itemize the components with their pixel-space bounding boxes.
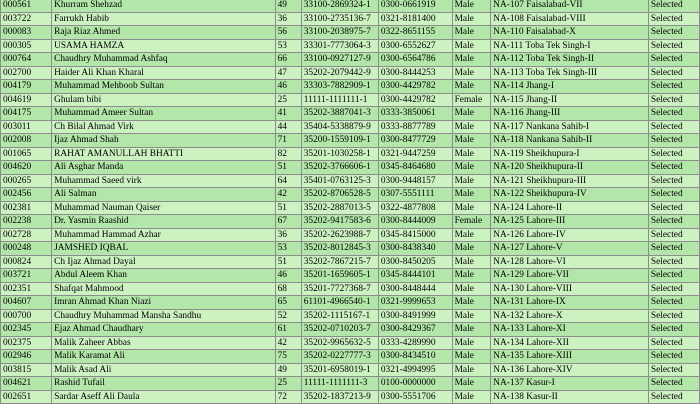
candidate-phone-cell: 0300-8438340 [378, 242, 452, 256]
candidate-cnic-cell: 35404-5338879-9 [301, 120, 378, 134]
candidate-age-cell: 49 [275, 0, 301, 12]
table-row [1, 255, 700, 269]
table-row [1, 134, 700, 148]
candidate-name-cell: Ch Bilal Ahmad Virk [52, 120, 276, 134]
candidate-age-cell: 42 [275, 336, 301, 350]
candidate-gender-cell: Male [452, 269, 491, 283]
candidate-phone-cell: 0300-4429782 [378, 80, 452, 94]
candidate-name-cell: Muhammad Nauman Qaiser [52, 201, 276, 215]
candidate-id-cell: 000083 [1, 26, 52, 40]
status-cell: Selected [648, 188, 699, 202]
status-cell: Selected [648, 66, 699, 80]
candidate-name-cell: Muhammad Ameer Sultan [52, 107, 276, 121]
status-cell: Selected [648, 363, 699, 377]
candidate-phone-cell: 0300-8491999 [378, 309, 452, 323]
candidate-gender-cell: Female [452, 93, 491, 107]
status-cell: Selected [648, 201, 699, 215]
constituency-cell: NA-134 Lahore-XII [491, 336, 649, 350]
candidate-id-cell: 003722 [1, 12, 52, 26]
candidate-cnic-cell: 11111-1111111-1 [301, 93, 378, 107]
candidate-cnic-cell: 33100-2869324-1 [301, 0, 378, 12]
candidate-id-cell: 002375 [1, 336, 52, 350]
candidate-cnic-cell: 33100-2735136-7 [301, 12, 378, 26]
constituency-cell: NA-126 Lahore-IV [491, 228, 649, 242]
candidate-name-cell: Ijaz Ahmad Shah [52, 134, 276, 148]
status-cell: Selected [648, 255, 699, 269]
status-cell: Selected [648, 12, 699, 26]
table-row [1, 53, 700, 67]
table-row [1, 161, 700, 175]
candidate-age-cell: 52 [275, 309, 301, 323]
candidate-gender-cell: Male [452, 255, 491, 269]
table-row [1, 309, 700, 323]
candidate-id-cell: 004620 [1, 161, 52, 175]
constituency-cell: NA-110 Faisalabad-X [491, 26, 649, 40]
candidate-phone-cell: 0300-8444009 [378, 215, 452, 229]
candidate-cnic-cell: 35401-0763125-3 [301, 174, 378, 188]
candidate-cnic-cell: 35202-8706528-5 [301, 188, 378, 202]
candidate-name-cell: Ch Ijaz Ahmad Dayal [52, 255, 276, 269]
status-cell: Selected [648, 134, 699, 148]
candidate-id-cell: 004607 [1, 296, 52, 310]
status-cell: Selected [648, 215, 699, 229]
status-cell: Selected [648, 296, 699, 310]
table-row [1, 215, 700, 229]
table-row [1, 269, 700, 283]
candidate-gender-cell: Male [452, 134, 491, 148]
candidate-cnic-cell: 61101-4966540-1 [301, 296, 378, 310]
constituency-cell: NA-111 Toba Tek Singh-I [491, 39, 649, 53]
candidate-age-cell: 42 [275, 188, 301, 202]
candidate-name-cell: Malik Zaheer Abbas [52, 336, 276, 350]
table-row [1, 107, 700, 121]
candidate-cnic-cell: 33303-7882909-1 [301, 80, 378, 94]
candidate-cnic-cell: 33100-2038975-7 [301, 26, 378, 40]
candidate-cnic-cell: 35201-1659605-1 [301, 269, 378, 283]
status-cell: Selected [648, 147, 699, 161]
constituency-cell: NA-133 Lahore-XI [491, 323, 649, 337]
table-row [1, 147, 700, 161]
candidate-age-cell: 41 [275, 107, 301, 121]
candidate-age-cell: 65 [275, 296, 301, 310]
candidate-gender-cell: Male [452, 174, 491, 188]
candidate-gender-cell: Male [452, 390, 491, 404]
candidate-age-cell: 51 [275, 255, 301, 269]
candidate-gender-cell: Male [452, 12, 491, 26]
candidate-age-cell: 25 [275, 93, 301, 107]
candidate-id-cell: 002456 [1, 188, 52, 202]
table-row [1, 323, 700, 337]
candidate-gender-cell: Male [452, 350, 491, 364]
candidate-phone-cell: 0300-8448444 [378, 282, 452, 296]
candidate-age-cell: 75 [275, 350, 301, 364]
candidate-cnic-cell: 35202-1837213-9 [301, 390, 378, 404]
constituency-cell: NA-132 Lahore-X [491, 309, 649, 323]
constituency-cell: NA-119 Sheikhupura-I [491, 147, 649, 161]
candidate-age-cell: 68 [275, 282, 301, 296]
status-cell: Selected [648, 336, 699, 350]
candidate-name-cell: Ghulam bibi [52, 93, 276, 107]
candidate-age-cell: 51 [275, 161, 301, 175]
candidate-phone-cell: 0300-5551706 [378, 390, 452, 404]
status-cell: Selected [648, 242, 699, 256]
candidate-id-cell: 004175 [1, 107, 52, 121]
candidate-gender-cell: Male [452, 53, 491, 67]
table-row [1, 350, 700, 364]
candidate-name-cell: Farrukh Habib [52, 12, 276, 26]
candidate-cnic-cell: 35202-3766606-1 [301, 161, 378, 175]
candidate-cnic-cell: 33100-0927127-9 [301, 53, 378, 67]
candidate-gender-cell: Male [452, 228, 491, 242]
candidate-phone-cell: 0300-8450205 [378, 255, 452, 269]
candidate-name-cell: Malik Asad Ali [52, 363, 276, 377]
table-row [1, 120, 700, 134]
candidate-phone-cell: 0300-8429367 [378, 323, 452, 337]
candidate-id-cell: 002946 [1, 350, 52, 364]
candidate-age-cell: 56 [275, 26, 301, 40]
candidate-gender-cell: Male [452, 282, 491, 296]
table-row [1, 66, 700, 80]
table-row [1, 296, 700, 310]
candidate-age-cell: 46 [275, 269, 301, 283]
candidate-name-cell: Chaudhry Muhammad Ashfaq [52, 53, 276, 67]
candidate-table-body [1, 0, 700, 404]
status-cell: Selected [648, 377, 699, 391]
constituency-cell: NA-122 Sheikhupura-IV [491, 188, 649, 202]
constituency-cell: NA-137 Kasur-I [491, 377, 649, 391]
candidate-phone-cell: 0333-8877789 [378, 120, 452, 134]
candidate-id-cell: 000561 [1, 0, 52, 12]
status-cell: Selected [648, 174, 699, 188]
table-row [1, 39, 700, 53]
table-row [1, 12, 700, 26]
candidate-phone-cell: 0321-8181400 [378, 12, 452, 26]
constituency-cell: NA-130 Lahore-VIII [491, 282, 649, 296]
constituency-cell: NA-107 Faisalabad-VII [491, 0, 649, 12]
candidate-id-cell: 000305 [1, 39, 52, 53]
table-row [1, 390, 700, 404]
constituency-cell: NA-108 Faisalabad-VIII [491, 12, 649, 26]
candidate-id-cell: 004621 [1, 377, 52, 391]
candidate-name-cell: Abdul Aleem Khan [52, 269, 276, 283]
candidate-age-cell: 53 [275, 39, 301, 53]
candidate-id-cell: 000824 [1, 255, 52, 269]
candidate-name-cell: Ejaz Ahmad Chaudhary [52, 323, 276, 337]
candidate-gender-cell: Male [452, 188, 491, 202]
candidate-gender-cell: Male [452, 296, 491, 310]
candidate-phone-cell: 0300-6564786 [378, 53, 452, 67]
candidate-phone-cell: 0100-0000000 [378, 377, 452, 391]
table-row [1, 188, 700, 202]
candidate-age-cell: 44 [275, 120, 301, 134]
candidate-age-cell: 66 [275, 53, 301, 67]
candidate-id-cell: 002351 [1, 282, 52, 296]
candidate-id-cell: 000265 [1, 174, 52, 188]
candidate-name-cell: Haider Ali Khan Kharal [52, 66, 276, 80]
candidate-phone-cell: 0300-4429782 [378, 93, 452, 107]
candidate-name-cell: Khurram Shehzad [52, 0, 276, 12]
candidate-name-cell: Raja Riaz Ahmed [52, 26, 276, 40]
candidate-phone-cell: 0307-5551111 [378, 188, 452, 202]
candidate-gender-cell: Male [452, 120, 491, 134]
constituency-cell: NA-116 Jhang-III [491, 107, 649, 121]
candidate-age-cell: 67 [275, 215, 301, 229]
candidate-name-cell: Imran Ahmad Khan Niazi [52, 296, 276, 310]
table-row [1, 336, 700, 350]
candidate-age-cell: 71 [275, 134, 301, 148]
candidate-name-cell: JAMSHED IQBAL [52, 242, 276, 256]
candidate-id-cell: 004619 [1, 93, 52, 107]
candidate-phone-cell: 0300-6552627 [378, 39, 452, 53]
candidate-id-cell: 003011 [1, 120, 52, 134]
candidate-gender-cell: Male [452, 242, 491, 256]
candidate-phone-cell: 0322-4877808 [378, 201, 452, 215]
table-row [1, 93, 700, 107]
candidate-phone-cell: 0321-4994995 [378, 363, 452, 377]
candidate-gender-cell: Male [452, 39, 491, 53]
candidate-name-cell: Shafqat Mahmood [52, 282, 276, 296]
candidate-phone-cell: 0345-8444101 [378, 269, 452, 283]
candidate-cnic-cell: 33301-7773064-3 [301, 39, 378, 53]
candidate-cnic-cell: 35202-0227777-3 [301, 350, 378, 364]
candidate-name-cell: Rashid Tufail [52, 377, 276, 391]
table-row [1, 242, 700, 256]
constituency-cell: NA-117 Nankana Sahib-I [491, 120, 649, 134]
candidate-name-cell: USAMA HAMZA [52, 39, 276, 53]
table-row [1, 0, 700, 12]
candidate-name-cell: Muhammad Mehboob Sultan [52, 80, 276, 94]
candidate-gender-cell: Male [452, 26, 491, 40]
candidate-id-cell: 002728 [1, 228, 52, 242]
constituency-cell: NA-124 Lahore-II [491, 201, 649, 215]
candidate-name-cell: Sardar Aseff Ali Daula [52, 390, 276, 404]
table-row [1, 201, 700, 215]
table-row [1, 80, 700, 94]
candidate-name-cell: Muhammad Saeed virk [52, 174, 276, 188]
constituency-cell: NA-135 Lahore-XIII [491, 350, 649, 364]
candidate-phone-cell: 0300-8434510 [378, 350, 452, 364]
candidate-id-cell: 000764 [1, 53, 52, 67]
constituency-cell: NA-136 Lahore-XIV [491, 363, 649, 377]
candidate-gender-cell: Male [452, 323, 491, 337]
status-cell: Selected [648, 282, 699, 296]
candidate-phone-cell: 0300-8444253 [378, 66, 452, 80]
status-cell: Selected [648, 39, 699, 53]
candidate-cnic-cell: 35202-2623988-7 [301, 228, 378, 242]
table-row [1, 174, 700, 188]
table-row [1, 363, 700, 377]
table-row [1, 26, 700, 40]
status-cell: Selected [648, 107, 699, 121]
candidate-name-cell: Ali Salman [52, 188, 276, 202]
status-cell: Selected [648, 80, 699, 94]
candidate-cnic-cell: 35200-1559109-1 [301, 134, 378, 148]
candidate-cnic-cell: 35202-1115167-1 [301, 309, 378, 323]
candidate-age-cell: 72 [275, 390, 301, 404]
candidate-gender-cell: Male [452, 377, 491, 391]
status-cell: Selected [648, 228, 699, 242]
candidate-name-cell: Ali Asghar Manda [52, 161, 276, 175]
candidate-age-cell: 53 [275, 242, 301, 256]
candidate-phone-cell: 0321-9447259 [378, 147, 452, 161]
candidate-phone-cell: 0322-8651155 [378, 26, 452, 40]
status-cell: Selected [648, 269, 699, 283]
candidate-id-cell: 002345 [1, 323, 52, 337]
status-cell: Selected [648, 323, 699, 337]
candidate-gender-cell: Male [452, 201, 491, 215]
candidate-id-cell: 002238 [1, 215, 52, 229]
candidate-age-cell: 46 [275, 80, 301, 94]
candidate-cnic-cell: 35202-2079442-9 [301, 66, 378, 80]
candidate-age-cell: 25 [275, 377, 301, 391]
constituency-cell: NA-113 Toba Tek Singh-III [491, 66, 649, 80]
status-cell: Selected [648, 161, 699, 175]
candidate-age-cell: 36 [275, 12, 301, 26]
status-cell: Selected [648, 0, 699, 12]
candidate-gender-cell: Male [452, 309, 491, 323]
candidate-age-cell: 49 [275, 363, 301, 377]
constituency-cell: NA-118 Nankana Sahib-II [491, 134, 649, 148]
candidate-gender-cell: Male [452, 80, 491, 94]
candidate-phone-cell: 0333-3850061 [378, 107, 452, 121]
table-row [1, 228, 700, 242]
constituency-cell: NA-112 Toba Tek Singh-II [491, 53, 649, 67]
constituency-cell: NA-127 Lahore-V [491, 242, 649, 256]
candidate-gender-cell: Male [452, 107, 491, 121]
status-cell: Selected [648, 350, 699, 364]
constituency-cell: NA-131 Lahore-IX [491, 296, 649, 310]
constituency-cell: NA-120 Sheikhupura-II [491, 161, 649, 175]
candidate-cnic-cell: 35202-3887041-3 [301, 107, 378, 121]
status-cell: Selected [648, 53, 699, 67]
candidate-phone-cell: 0345-8415000 [378, 228, 452, 242]
constituency-cell: NA-115 Jhang-II [491, 93, 649, 107]
candidate-id-cell: 003721 [1, 269, 52, 283]
candidate-cnic-cell: 11111-1111111-3 [301, 377, 378, 391]
constituency-cell: NA-114 Jhang-I [491, 80, 649, 94]
candidate-id-cell: 002008 [1, 134, 52, 148]
candidate-age-cell: 47 [275, 66, 301, 80]
candidate-phone-cell: 0300-9448157 [378, 174, 452, 188]
candidate-cnic-cell: 35202-2887013-5 [301, 201, 378, 215]
candidate-id-cell: 004179 [1, 80, 52, 94]
candidate-phone-cell: 0345-8464680 [378, 161, 452, 175]
table-row [1, 377, 700, 391]
constituency-cell: NA-125 Lahore-III [491, 215, 649, 229]
candidate-gender-cell: Male [452, 66, 491, 80]
candidate-gender-cell: Male [452, 147, 491, 161]
candidate-id-cell: 001065 [1, 147, 52, 161]
candidate-age-cell: 64 [275, 174, 301, 188]
status-cell: Selected [648, 120, 699, 134]
candidate-name-cell: Chaudhry Muhammad Mansha Sandhu [52, 309, 276, 323]
candidate-name-cell: Muhammad Hammad Azhar [52, 228, 276, 242]
table-row [1, 282, 700, 296]
candidate-cnic-cell: 35202-9965632-5 [301, 336, 378, 350]
candidate-cnic-cell: 35201-6958019-1 [301, 363, 378, 377]
candidate-gender-cell: Male [452, 161, 491, 175]
candidate-cnic-cell: 35202-0710203-7 [301, 323, 378, 337]
constituency-cell: NA-138 Kasur-II [491, 390, 649, 404]
status-cell: Selected [648, 93, 699, 107]
candidate-name-cell: Dr. Yasmin Raashid [52, 215, 276, 229]
candidate-age-cell: 61 [275, 323, 301, 337]
candidate-cnic-cell: 35202-7867215-7 [301, 255, 378, 269]
candidate-gender-cell: Male [452, 336, 491, 350]
candidate-cnic-cell: 35201-1030258-1 [301, 147, 378, 161]
candidate-name-cell: RAHAT AMANULLAH BHATTI [52, 147, 276, 161]
candidate-gender-cell: Female [452, 215, 491, 229]
candidate-id-cell: 000248 [1, 242, 52, 256]
status-cell: Selected [648, 390, 699, 404]
candidate-gender-cell: Male [452, 363, 491, 377]
candidate-id-cell: 002700 [1, 66, 52, 80]
candidate-cnic-cell: 35202-8012845-3 [301, 242, 378, 256]
status-cell: Selected [648, 26, 699, 40]
candidate-age-cell: 51 [275, 201, 301, 215]
candidate-gender-cell: Male [452, 0, 491, 12]
candidate-cnic-cell: 35201-7727368-7 [301, 282, 378, 296]
candidate-phone-cell: 0300-8477729 [378, 134, 452, 148]
candidate-id-cell: 002651 [1, 390, 52, 404]
candidate-age-cell: 82 [275, 147, 301, 161]
constituency-cell: NA-128 Lahore-VI [491, 255, 649, 269]
candidate-id-cell: 003815 [1, 363, 52, 377]
candidate-cnic-cell: 35202-9417583-6 [301, 215, 378, 229]
candidate-phone-cell: 0300-0661919 [378, 0, 452, 12]
status-cell: Selected [648, 309, 699, 323]
candidate-id-cell: 000700 [1, 309, 52, 323]
candidate-phone-cell: 0321-9999653 [378, 296, 452, 310]
candidate-age-cell: 36 [275, 228, 301, 242]
candidate-phone-cell: 0333-4289990 [378, 336, 452, 350]
constituency-cell: NA-129 Lahore-VII [491, 269, 649, 283]
constituency-cell: NA-121 Sheikhupura-III [491, 174, 649, 188]
candidate-id-cell: 002381 [1, 201, 52, 215]
candidate-name-cell: Malik Karamat Ali [52, 350, 276, 364]
